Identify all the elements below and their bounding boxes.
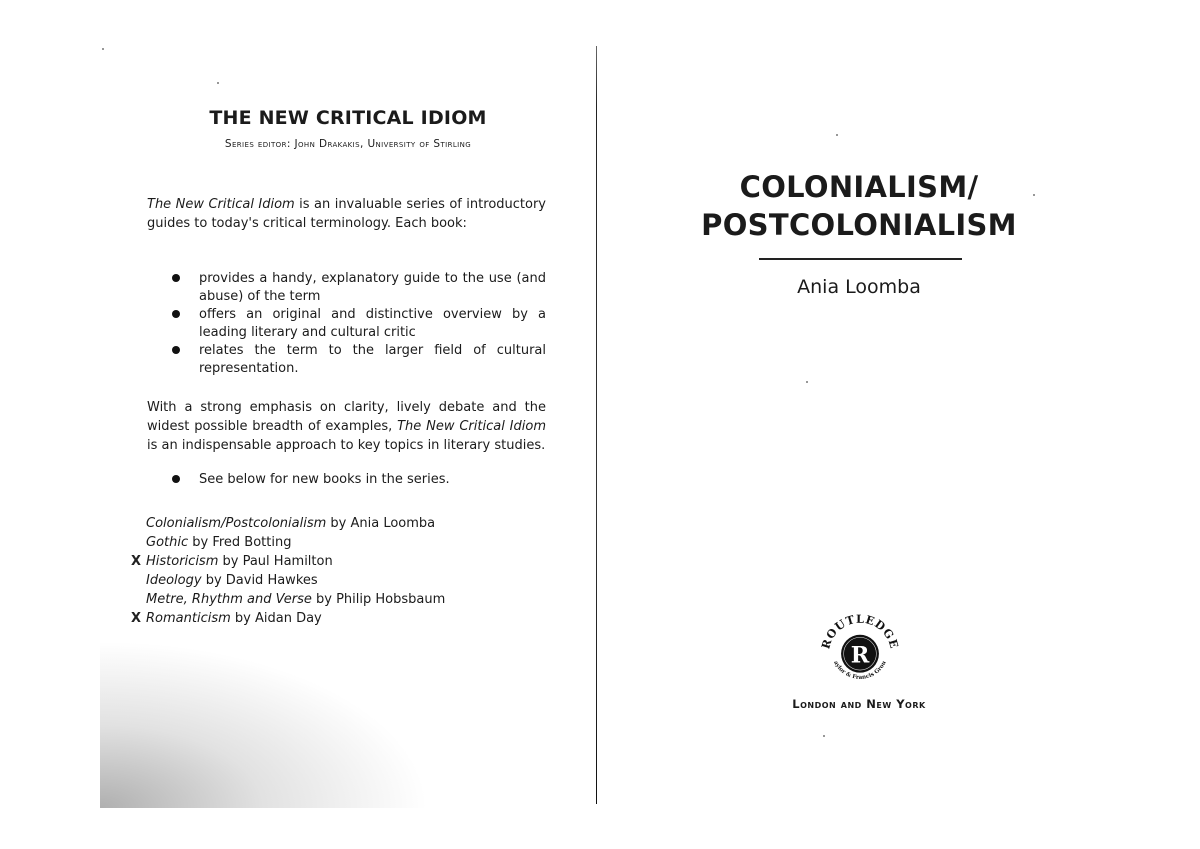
series-name: The New Critical Idiom [147,197,295,212]
feature-list [172,270,546,378]
routledge-logo [817,609,903,695]
bullet-icon [172,274,180,282]
scan-speck [836,134,838,136]
author-name: Ania Loomba [797,276,921,298]
left-page [0,0,597,849]
series-title: THE NEW CRITICAL IDIOM [209,107,487,129]
series-editor: Series editor: John Drakakis, University of Stirling [224,138,472,150]
emphasis-text-after: is an indispensable approach to key topics in literary studies. [147,438,546,453]
handwritten-x-mark: X [131,611,142,626]
title-divider [759,258,962,260]
book-title: Gothic [146,535,189,550]
see-below-note [172,471,546,489]
scan-speck [102,48,104,50]
book-author: by David Hawkes [201,573,318,588]
publisher-places: London and New York [792,697,926,711]
feature-text: relates the term to the larger field of cultural representation. [199,343,546,376]
book-author: by Paul Hamilton [218,554,333,569]
book-item [146,514,445,533]
handwritten-x-mark: X [131,554,142,569]
logo-top-text: ROUTLEDGE [819,612,901,651]
logo-monogram: R [850,642,870,669]
book-title: Historicism [146,554,219,569]
book-title: Colonialism/Postcolonialism [146,516,327,531]
book-item [131,552,445,571]
feature-item [172,342,546,378]
title-line-2: POSTCOLONIALISM [701,208,1017,242]
bullet-icon [172,475,180,483]
emphasis-text-before: With a strong emphasis on clarity, lively debate and the widest possible breadth of examples, [147,400,546,434]
intro-text: is an invaluable series of introductory guides to today's critical terminology. Each book: [147,197,546,231]
book-author: by Ania Loomba [326,516,436,531]
feature-text: offers an original and distinctive overview by a leading literary and cultural critic [199,307,546,340]
book-author: by Philip Hobsbaum [311,592,446,607]
emphasis-paragraph [147,398,546,455]
scan-speck [806,381,808,383]
book-item [146,533,445,552]
title-line-1: COLONIALISM/ [739,170,979,204]
scan-speck [823,735,825,737]
book-title: Ideology [146,573,202,588]
logo-bottom-text: aylor & Francis Grou [832,660,888,681]
book-title: Metre, Rhythm and Verse [146,592,312,607]
feature-item [172,270,546,306]
book-item [146,571,445,590]
right-page [597,0,1200,849]
book-item [146,590,445,609]
book-title: Romanticism [146,611,231,626]
book-title-heading [700,168,1018,244]
scan-shadow [100,640,430,808]
see-below-text: See below for new books in the series. [199,472,450,487]
book-list [131,514,446,628]
bullet-icon [172,346,180,354]
feature-item [172,306,546,342]
intro-paragraph [147,195,546,233]
book-author: by Aidan Day [230,611,322,626]
scan-speck [217,82,219,84]
book-item [131,609,445,628]
scan-speck [1033,194,1035,196]
series-name: The New Critical Idiom [397,419,546,434]
bullet-icon [172,310,180,318]
book-author: by Fred Botting [188,535,292,550]
feature-text: provides a handy, explanatory guide to the use (and abuse) of the term [199,271,546,304]
